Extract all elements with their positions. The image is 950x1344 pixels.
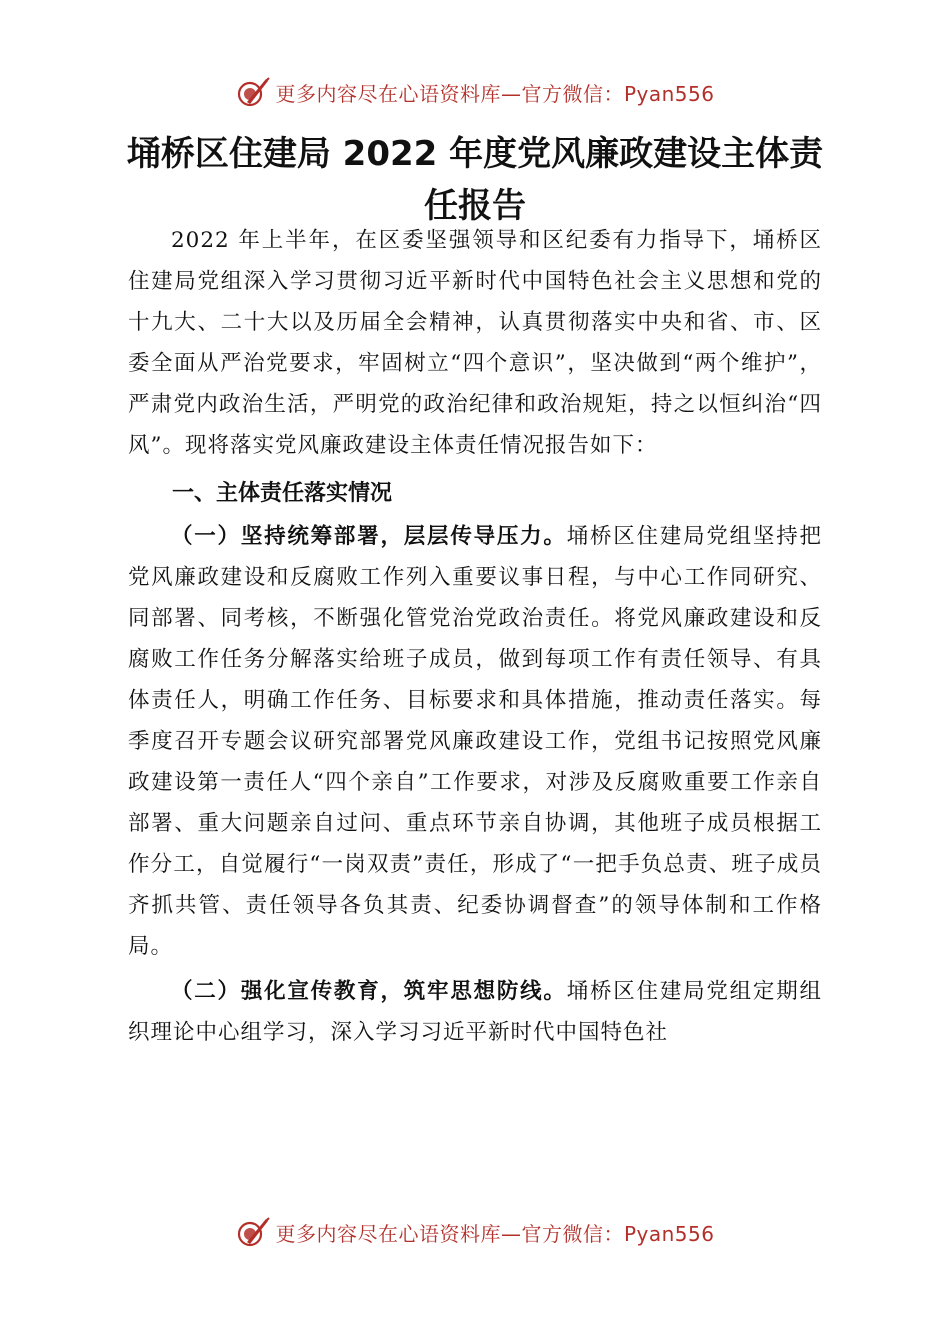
footer-banner xyxy=(0,1212,950,1252)
quill-ink-logo-icon xyxy=(235,74,271,110)
item-1-lead: （一）坚持统筹部署，层层传导压力。 xyxy=(171,524,567,549)
item-1-paragraph xyxy=(128,516,822,967)
banner-text: 更多内容尽在心语资料库—官方微信：Pyan556 xyxy=(275,1221,715,1246)
document-title: 埇桥区住建局 2022 年度党风廉政建设主体责任报告 xyxy=(126,134,824,226)
item-1-body: 埇桥区住建局党组坚持把党风廉政建设和反腐败工作列入重要议事日程，与中心工作同研究、同部署、同考核，不断强化管党治党政治责任。将党风廉政建设和反腐败工作任务分解落实给班子成员，做到每项工作有责任领导、有具体责任人，明确工作任务、目标要求和具体措施，推动责任落实。每季度召开专题会议研究部署党风廉政建设工作，党组书记按照党风廉政建设第一责任人“四个亲自”工作要求，对涉及反腐败重要工作亲自部署、重大问题亲自过问、重点环节亲自协调，其他班子成员根据工作分工，自觉履行“一岗双责”责任，形成了“一把手负总责、班子成员齐抓共管、责任领导各负其责、纪委协调督查”的领导体制和工作格局。 xyxy=(128,524,822,959)
section-heading: 一、主体责任落实情况 xyxy=(172,481,393,506)
item-2-lead: （二）强化宣传教育，筑牢思想防线。 xyxy=(171,979,567,1004)
intro-paragraph: 2022 年上半年，在区委坚强领导和区纪委有力指导下，埇桥区住建局党组深入学习贯彻习近平新时代中国特色社会主义思想和党的十九大、二十大以及历届全会精神，认真贯彻落实中央和省、市、区委全面从严治党要求，牢固树立“四个意识”，坚决做到“两个维护”，严肃党内政治生活，严明党的政治纪律和政治规矩，持之以恒纠治“四风”。现将落实党风廉政建设主体责任情况报告如下： xyxy=(128,228,822,458)
document-body xyxy=(128,220,822,1053)
item-2-paragraph xyxy=(128,971,822,1053)
header-banner xyxy=(0,72,950,112)
banner-text: 更多内容尽在心语资料库—官方微信：Pyan556 xyxy=(275,81,715,106)
quill-ink-logo-icon xyxy=(235,1214,271,1250)
item-2-body: 埇桥区住建局党组定期组织理论中心组学习，深入学习习近平新时代中国特色社 xyxy=(128,979,822,1045)
